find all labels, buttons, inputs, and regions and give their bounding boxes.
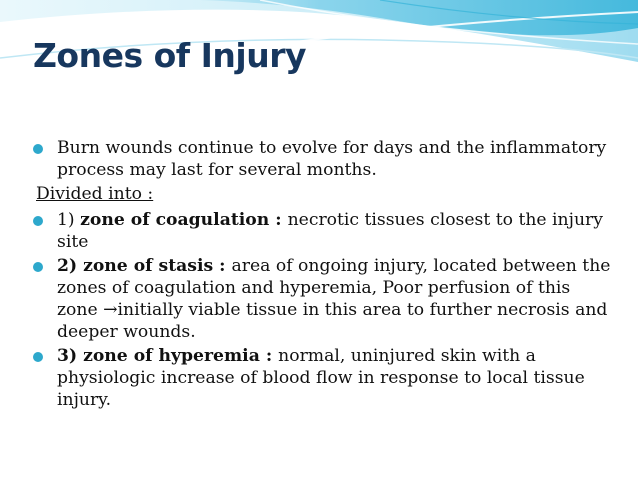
slide-title: Zones of Injury xyxy=(33,36,306,75)
bullet-dot-icon xyxy=(33,144,43,154)
zone-description-continued: initially viable tissue in this area to further necrosis and deeper wounds. xyxy=(57,300,608,342)
zone-name: zone of stasis : xyxy=(83,256,232,276)
bullet-zone-coagulation xyxy=(31,209,611,253)
zone-number: 2) xyxy=(57,256,84,276)
zone-name: zone of hyperemia : xyxy=(83,346,279,366)
zone-number: 3) xyxy=(57,346,84,366)
zone-description: area of ongoing injury, located between the zones of coagulation and hyperemia, Poor perfusion of this zone xyxy=(57,256,611,320)
divided-into-heading: Divided into : xyxy=(36,184,154,204)
zone-description: normal, uninjured skin with a physiologic increase of blood flow in response to local tissue injury. xyxy=(57,346,585,410)
zone-name: zone of coagulation : xyxy=(80,210,288,230)
bullet-dot-icon xyxy=(33,216,43,226)
intro-text: Burn wounds continue to evolve for days and the inflammatory process may last for several months. xyxy=(57,138,607,180)
bullet-zone-hyperemia xyxy=(31,345,611,411)
slide-body xyxy=(31,137,611,413)
right-arrow-icon: → xyxy=(103,300,118,320)
bullet-dot-icon xyxy=(33,262,43,272)
bullet-intro xyxy=(31,137,611,181)
zone-number: 1) xyxy=(57,210,81,230)
bullet-zone-stasis xyxy=(31,255,611,343)
bullet-dot-icon xyxy=(33,352,43,362)
zone-description: necrotic tissues closest to the injury site xyxy=(57,210,603,252)
